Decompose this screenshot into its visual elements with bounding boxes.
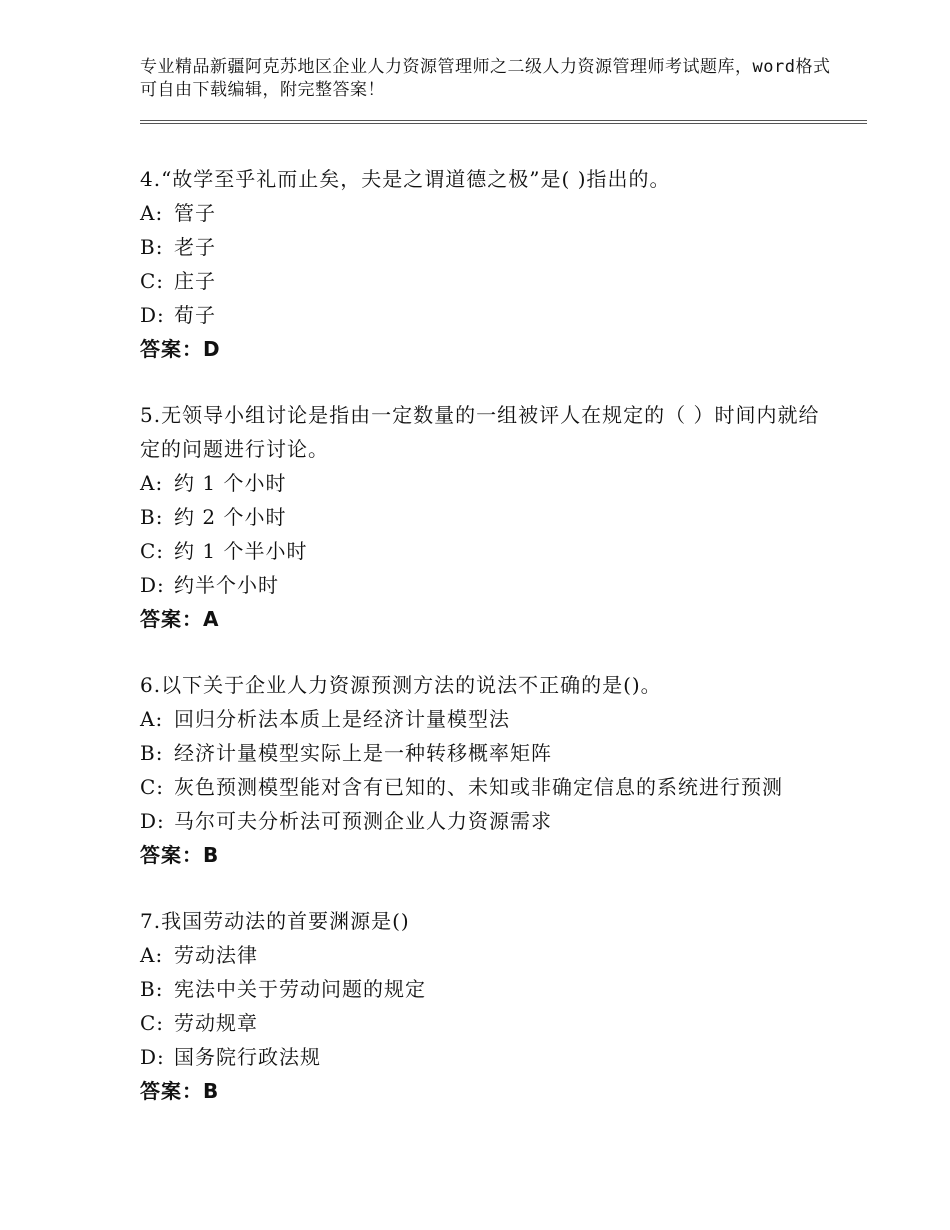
question-item — [140, 904, 820, 1108]
option-text: 马尔可夫分析法可预测企业人力资源需求 — [174, 809, 552, 833]
option-text: 回归分析法本质上是经济计量模型法 — [174, 707, 510, 731]
option-key: A: — [140, 201, 164, 225]
header-double-rule — [140, 120, 867, 126]
question-item — [140, 162, 820, 366]
option-c — [140, 770, 820, 804]
option-text: 经济计量模型实际上是一种转移概率矩阵 — [174, 741, 552, 765]
option-key: C: — [140, 269, 165, 293]
option-key: A: — [140, 707, 164, 731]
question-text: 7.我国劳动法的首要渊源是() — [140, 909, 410, 933]
option-key: D: — [140, 1045, 165, 1069]
option-c — [140, 1006, 820, 1040]
option-text: 荀子 — [174, 303, 216, 327]
option-a — [140, 196, 820, 230]
option-text: 庄子 — [174, 269, 216, 293]
header-rule-line — [140, 120, 867, 121]
option-key: D: — [140, 573, 165, 597]
option-key: C: — [140, 1011, 165, 1035]
option-d — [140, 568, 820, 602]
question-text: 6.以下关于企业人力资源预测方法的说法不正确的是()。 — [140, 673, 662, 697]
option-key: B: — [140, 977, 164, 1001]
answer-line: 答案：B — [140, 843, 220, 867]
option-d — [140, 1040, 820, 1074]
option-key: B: — [140, 235, 164, 259]
option-a — [140, 702, 820, 736]
option-text: 宪法中关于劳动问题的规定 — [174, 977, 426, 1001]
option-key: D: — [140, 809, 165, 833]
option-a — [140, 466, 820, 500]
question-list — [140, 162, 820, 1140]
document-header-title: 专业精品新疆阿克苏地区企业人力资源管理师之二级人力资源管理师考试题库，word格式可自由下载编辑，附完整答案！ — [140, 57, 831, 100]
option-text: 约 2 个小时 — [174, 505, 287, 529]
option-b — [140, 736, 820, 770]
option-c — [140, 264, 820, 298]
question-item — [140, 398, 820, 636]
option-text: 劳动法律 — [174, 943, 258, 967]
option-key: C: — [140, 539, 165, 563]
option-key: A: — [140, 943, 164, 967]
option-text: 老子 — [174, 235, 216, 259]
question-text: 5.无领导小组讨论是指由一定数量的一组被评人在规定的（ ）时间内就给定的问题进行讨论。 — [140, 403, 820, 461]
question-text: 4.“故学至乎礼而止矣，夫是之谓道德之极”是( )指出的。 — [140, 167, 671, 191]
option-text: 管子 — [174, 201, 216, 225]
option-text: 约 1 个半小时 — [174, 539, 308, 563]
option-c — [140, 534, 820, 568]
option-text: 灰色预测模型能对含有已知的、未知或非确定信息的系统进行预测 — [174, 775, 783, 799]
option-key: C: — [140, 775, 165, 799]
option-text: 国务院行政法规 — [174, 1045, 321, 1069]
option-key: B: — [140, 741, 164, 765]
option-text: 劳动规章 — [174, 1011, 258, 1035]
question-item — [140, 668, 820, 872]
option-d — [140, 298, 820, 332]
option-d — [140, 804, 820, 838]
option-key: D: — [140, 303, 165, 327]
option-b — [140, 500, 820, 534]
option-a — [140, 938, 820, 972]
option-text: 约 1 个小时 — [174, 471, 287, 495]
option-b — [140, 230, 820, 264]
answer-line: 答案：A — [140, 607, 220, 631]
option-key: B: — [140, 505, 164, 529]
header-rule-line — [140, 123, 867, 124]
option-key: A: — [140, 471, 164, 495]
answer-line: 答案：B — [140, 1079, 220, 1103]
option-text: 约半个小时 — [174, 573, 279, 597]
option-b — [140, 972, 820, 1006]
answer-line: 答案：D — [140, 337, 221, 361]
